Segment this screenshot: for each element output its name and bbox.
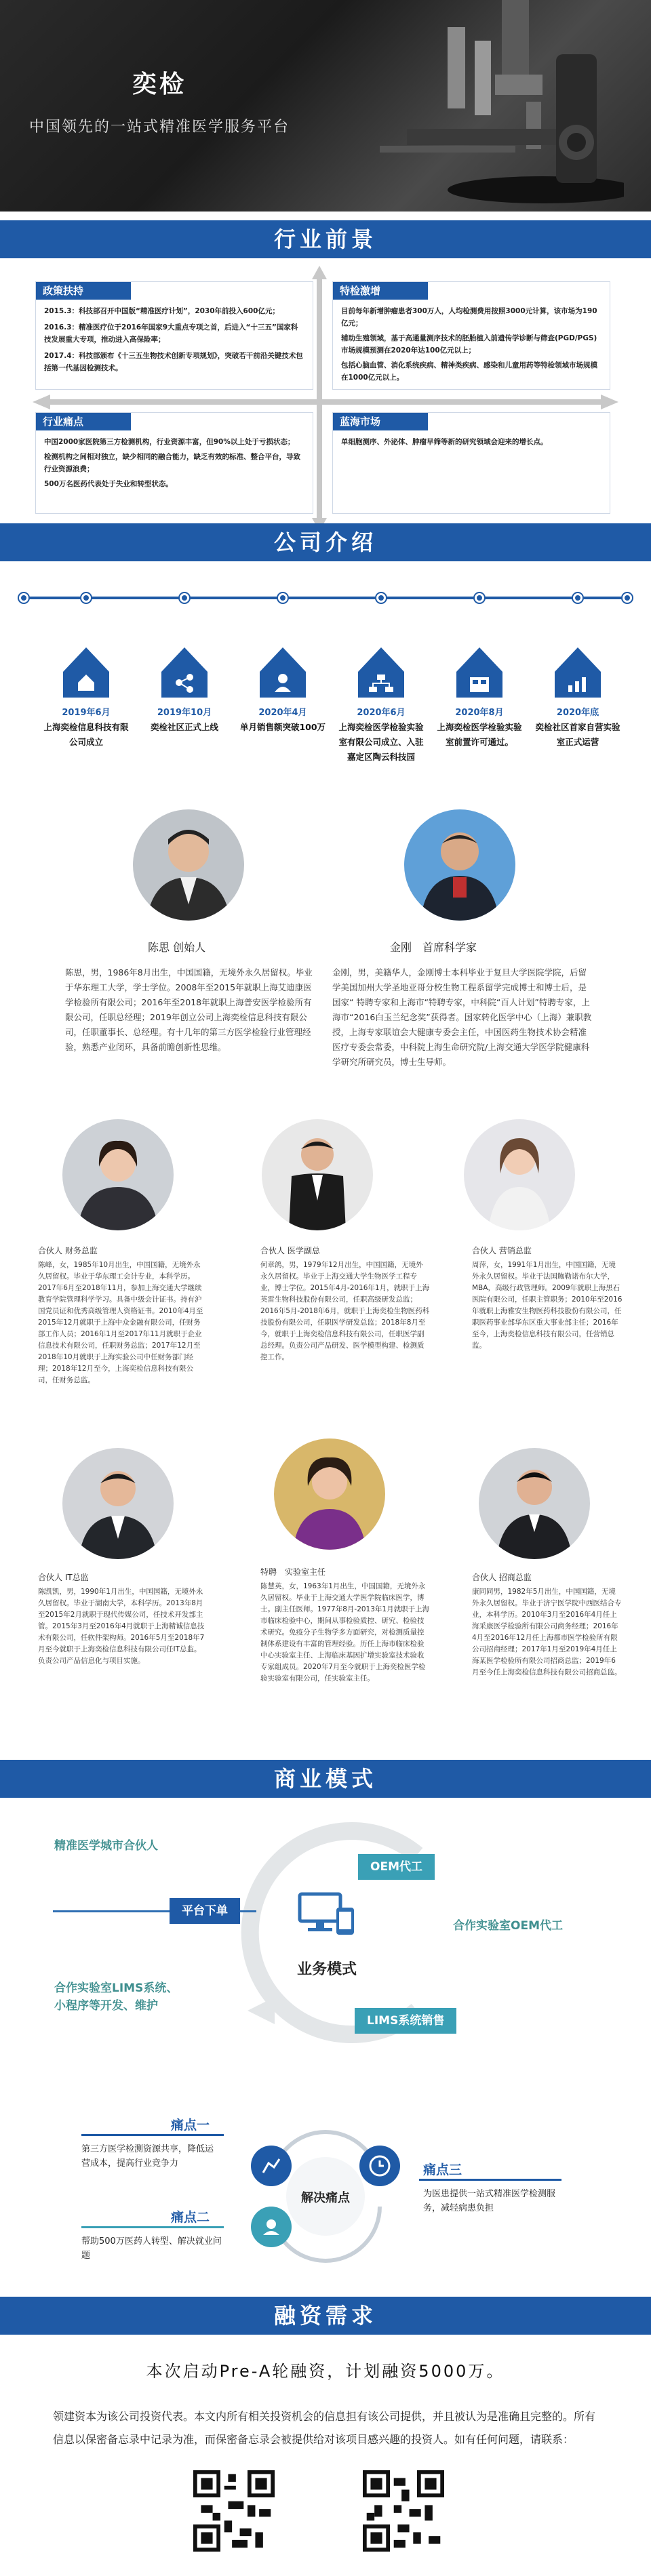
pain-line: 中国2000家医院第三方检测机构，行业资源丰富，但90%以上处于亏损状态；: [44, 438, 295, 446]
timeline-text: 单月销售额突破100万: [239, 722, 326, 732]
medical-vp-name: 合伙人 医学副总: [260, 1246, 320, 1255]
qr-code-image: [193, 2470, 275, 2552]
marketing-director-desc: 周萍，女，1991年1月出生，中国国籍，无境外永久居留权。毕业于法国鲍勒诺布尔大学，MBA，高级行政管理师。2009年就职上海黑石医院有限公司，任职主管职务；2010年至2016年就职上海雅安生物医药科技股份有限公司，任职医药事业部华东区重大事业部主任；2016年至今，上海奕检信息科技有限公司，任营销总监。: [472, 1261, 623, 1350]
person-icon: [260, 647, 306, 698]
quadrant-header: 政策扶持: [36, 282, 131, 300]
quadrant-policy: [35, 281, 313, 390]
features-line: 辅助生殖领域，基于高通量测序技术的胚胎植入前遗传学诊断与筛查(PGD/PGS)市场规模预测在2020年达100亿元以上；: [341, 334, 597, 355]
features-line: 目前每年新增肿瘤患者300万人，人均检测费用按照3000元计算，该市场为190亿元；: [341, 307, 597, 327]
founder-avatar: [133, 809, 244, 921]
chief-scientist-name: 金刚 首席科学家: [390, 941, 477, 954]
finance-director-desc: 陈峰，女，1985年10月出生，中国国籍，无境外永久居留权。毕业于华东理工会计专业，本科学历。2017年6月至2018年11月，参加上海交通大学继续教育学院管理科学学习。具备中级会计证书。持有沪国党员证和优秀高级管理人资格证书。2010年4月至2015年12月就职于上海中众金融有限公司，任财务部工作人员；2016年1月至2017年11月就职于企业信息技术有限公司，任职财务总监；2017年12月至2018年10月就职于上海实验公司中任财务部门经理；2018年12月至今，上海奕检信息科技有限公司，任财务总监。: [38, 1261, 203, 1384]
medical-vp-avatar: [262, 1119, 373, 1230]
timeline-text: 奕检社区正式上线: [150, 722, 218, 732]
timeline-end-dot: [19, 593, 28, 603]
investment-director-desc: 康同同男，1982年5月出生，中国国籍，无境外永久居留权。毕业于济宁医学院中西医结合专业，本科学历。2010年3月至2016年4月任上海采康医学检验所有限公司商务经理；2016年4月至2016年12月任上海都市医学检验所有限公司招商经理；2017年1月至2019年4月任上海某医学检验所有限公司招商总监；2019年6月至今任上海奕检信息科技有限公司招商总监。: [472, 1588, 622, 1676]
business-left-bottom: 小程序等开发、维护: [54, 1999, 158, 2013]
policy-line: 2017.4：科技部颁布《十三五生物技术创新专项规划》，突破若干前沿关键技术包括第一代基因检测技术。: [44, 352, 303, 372]
marketing-director-avatar: [464, 1119, 575, 1230]
medical-vp-desc: 何章鸽，男，1979年12月出生，中国国籍，无境外永久居留权。毕业于上海交通大学生物医学工程专业，博士学位。2015年4月-2016年1月，就职于上海英雷生物科技股份有限公司，任职高级研发总监；2016年5月-2018年6月，就职于上海奕检生物医药科技股份有限公司，任职医学研发总监；2018年8月至今，就职于上海奕检信息科技有限公司，任职医学副总经理。负责公司产品研发、医学模型构建、检测质控工作。: [260, 1261, 430, 1361]
lab-icon: [456, 647, 502, 698]
hero-subtitle: 中国领先的一站式精准医学服务平台: [28, 119, 290, 136]
pain-2-text: 帮助500万医药人转型、解决就业问题: [81, 2236, 222, 2261]
pain-line: 检测机构之间相对独立，缺少相同的融合能力，缺乏有效的标准、整合平台，导致行业资源浪费；: [44, 453, 300, 473]
financing-text: 领建资本为该公司投资代表。本文内所有相关投资机会的信息担有该公司提供，并且被认为是准确且完整的。所有信息以保密备忘录中记录为准，而保密备忘录会被提供给对该项目感兴趣的投资人。如有任何问题，请联系：: [53, 2410, 596, 2446]
hero-banner: [0, 0, 651, 212]
chief-scientist-desc: 金刚，男，美籍华人，金刚博士本科毕业于复旦大学医院学院，后留学美国加州大学圣地亚哥分校生物工程系留学完成博士和博士后，是国家“ 特聘专家和上海市“特聘专家，中科院“百人计划”特聘专家，上海市“2016白玉兰纪念奖”获得者。国家转化医学中心（上海）兼职教授，上海专家联谊会大健康专委会主任，中国医药生物技术协会精准医疗专委会常委，中科院上海生命研究院/上海交通大学医学院健康科学研究所研究员，博士生导师。: [332, 967, 592, 1067]
finance-director-name: 合伙人 财务总监: [38, 1246, 98, 1255]
timeline-text: 上海奕检医学检验实验室有限公司成立、入驻嘉定区陶云科技园: [338, 722, 424, 762]
pain-1-line: [81, 2134, 224, 2136]
marketing-director-name: 合伙人 营销总监: [472, 1246, 532, 1255]
timeline-dot: [376, 593, 386, 603]
quadrant-blue-ocean: [332, 412, 610, 514]
timeline-year: 2020年4月: [258, 708, 307, 718]
founder-desc: 陈思，男，1986年8月出生，中国国籍，无境外永久居留权。毕业于华东理工大学，学士学位。2008年至2015年就职上海艾迪康医学检验所有限公司；2016年至2018年就职上海普安医学检验所有限公司，任职总经理；2019年创立公司上海奕检信息科技有限公司，任职董事长、总经理。有十几年的第三方医学检验行业管理经验，熟悉产业闭环，具备前瞻创新性思维。: [65, 967, 313, 1052]
business-right-text: 合作实验室OEM代工: [453, 1919, 563, 1933]
blue-line: 单细胞测序、外泌体、肿瘤早筛等新的研究领域会迎来的增长点。: [341, 438, 548, 446]
bar-chart-icon: [555, 647, 601, 698]
quadrant-header: 特检激增: [333, 282, 428, 300]
microscope-image: [366, 0, 624, 212]
pain-1-title: 痛点一: [171, 2118, 210, 2133]
quadrant-header: 蓝海市场: [333, 413, 428, 430]
policy-line: 2016.3：精准医疗位于2016年国家9大重点专项之首，后进入“十三五”国家科技发展重大专项，推动进入高保险率；: [44, 323, 298, 344]
quadrant-axis-horizontal: [47, 399, 604, 405]
it-director-name: 合伙人 IT总监: [38, 1573, 89, 1582]
quadrant-pain: [35, 412, 313, 514]
chief-scientist-avatar: [404, 809, 515, 921]
timeline-year: 2019年6月: [62, 708, 111, 718]
features-line: 包括心脑血管、消化系统疾病、精神类疾病、感染和儿童用药等特检领域市场规模在1000亿元以上。: [341, 361, 597, 382]
quadrant-header: 行业痛点: [36, 413, 131, 430]
business-center-label: 业务模式: [296, 1961, 357, 1978]
business-left-top: 精准医学城市合伙人: [54, 1839, 158, 1853]
timeline-dot: [180, 593, 189, 603]
home-icon: [63, 647, 109, 698]
timeline-dot: [278, 593, 288, 603]
org-chart-icon: [358, 647, 404, 698]
pain-line: 500万名医药代表处于失业和转型状态。: [44, 480, 173, 488]
timeline-line: [24, 597, 627, 599]
section-title-financing: 融资需求: [273, 2303, 377, 2329]
it-director-avatar: [62, 1448, 174, 1559]
timeline-dot: [475, 593, 484, 603]
hero-title: 奕检: [132, 71, 186, 98]
pain-3-line: [419, 2179, 561, 2181]
policy-line: 2015.3：科技部召开中国版“精准医疗计划”，2030年前投入600亿元；: [44, 307, 279, 315]
quadrant-axis-vertical: [317, 277, 322, 521]
quadrant-features: [332, 281, 610, 390]
pain-3-text: 为医患提供一站式精准医学检测服务，减轻病患负担: [423, 2189, 556, 2213]
pain-1-text: 第三方医学检测资源共享，降低运营成本，提高行业竞争力: [81, 2144, 214, 2169]
it-director-desc: 陈凯凯，男，1990年1月出生，中国国籍，无境外永久居留权。毕业于湖南大学，本科学历。2013年8月至2015年2月就职于现代传媒公司，任技术开发部主管。2015年3月至2016年4月就职于上海精诚信息技术有限公司，任软件架构师。2016年5月至2018年7月至今就职于上海奕检信息科技有限公司任IT总监。负责公司产品信息化与项目实施。: [38, 1588, 205, 1665]
timeline-text: 上海奕检信息科技有限公司成立: [43, 722, 129, 747]
section-title-industry: 行业前景: [273, 226, 377, 252]
financing-main: 本次启动Pre-A轮融资，计划融资5000万。: [146, 2362, 505, 2381]
business-lims-pill: LIMS系统销售: [355, 2008, 456, 2034]
business-left-bottom: 合作实验室LIMS系统、: [54, 1981, 178, 1995]
pain-center-label: 解决痛点: [301, 2191, 350, 2205]
business-oem-pill: OEM代工: [358, 1854, 435, 1880]
founder-name: 陈思 创始人: [148, 941, 206, 954]
timeline-text: 奕检社区首家自营实验室正式运营: [535, 722, 620, 747]
business-left-pill: 平台下单: [170, 1898, 240, 1924]
lab-director-name: 特聘 实验室主任: [260, 1567, 326, 1577]
timeline-dot: [573, 593, 583, 603]
share-icon: [161, 647, 208, 698]
investment-director-avatar: [479, 1448, 590, 1559]
timeline-year: 2020年6月: [357, 708, 406, 718]
investment-director-name: 合伙人 招商总监: [472, 1573, 532, 1582]
qr-code-image: [363, 2470, 444, 2552]
section-title-company: 公司介绍: [273, 529, 377, 555]
arrow-left-icon: [33, 395, 50, 409]
pain-3-title: 痛点三: [423, 2162, 462, 2177]
timeline-dot: [81, 593, 91, 603]
timeline-year: 2020年8月: [455, 708, 504, 718]
lab-director-avatar: [274, 1438, 385, 1550]
timeline-year: 2019年10月: [157, 708, 212, 718]
devices-icon: [297, 1891, 358, 1940]
lab-director-desc: 陈慧英，女，1963年1月出生，中国国籍，无境外永久居留权。毕业于上海交通大学医学院临床医学，博士。副主任医师。1977年8月-2013年1月就职于上海市临床检验中心，期间从事检验质控、研究、检验技术研究。免疫分子生物学多方面研究，对检测质量控制体系建设有丰富的管理经验。历任上海市临床检验中心实验室主任、上海临床基因扩增实验室技术验收专家组成员。2020年7月至今就职于上海奕检医学检验实验室有限公司，任实验室主任。: [260, 1582, 430, 1683]
pain-2-title: 痛点二: [171, 2210, 210, 2225]
timeline-end-dot: [623, 593, 632, 603]
arrow-up-icon: [312, 266, 327, 279]
timeline-year: 2020年底: [556, 708, 599, 718]
section-title-business: 商业模式: [273, 1766, 377, 1792]
finance-director-avatar: [62, 1119, 174, 1230]
pain-2-line: [81, 2226, 224, 2228]
arrow-right-icon: [601, 395, 618, 409]
timeline-text: 上海奕检医学检验实验室前置许可通过。: [437, 722, 522, 747]
